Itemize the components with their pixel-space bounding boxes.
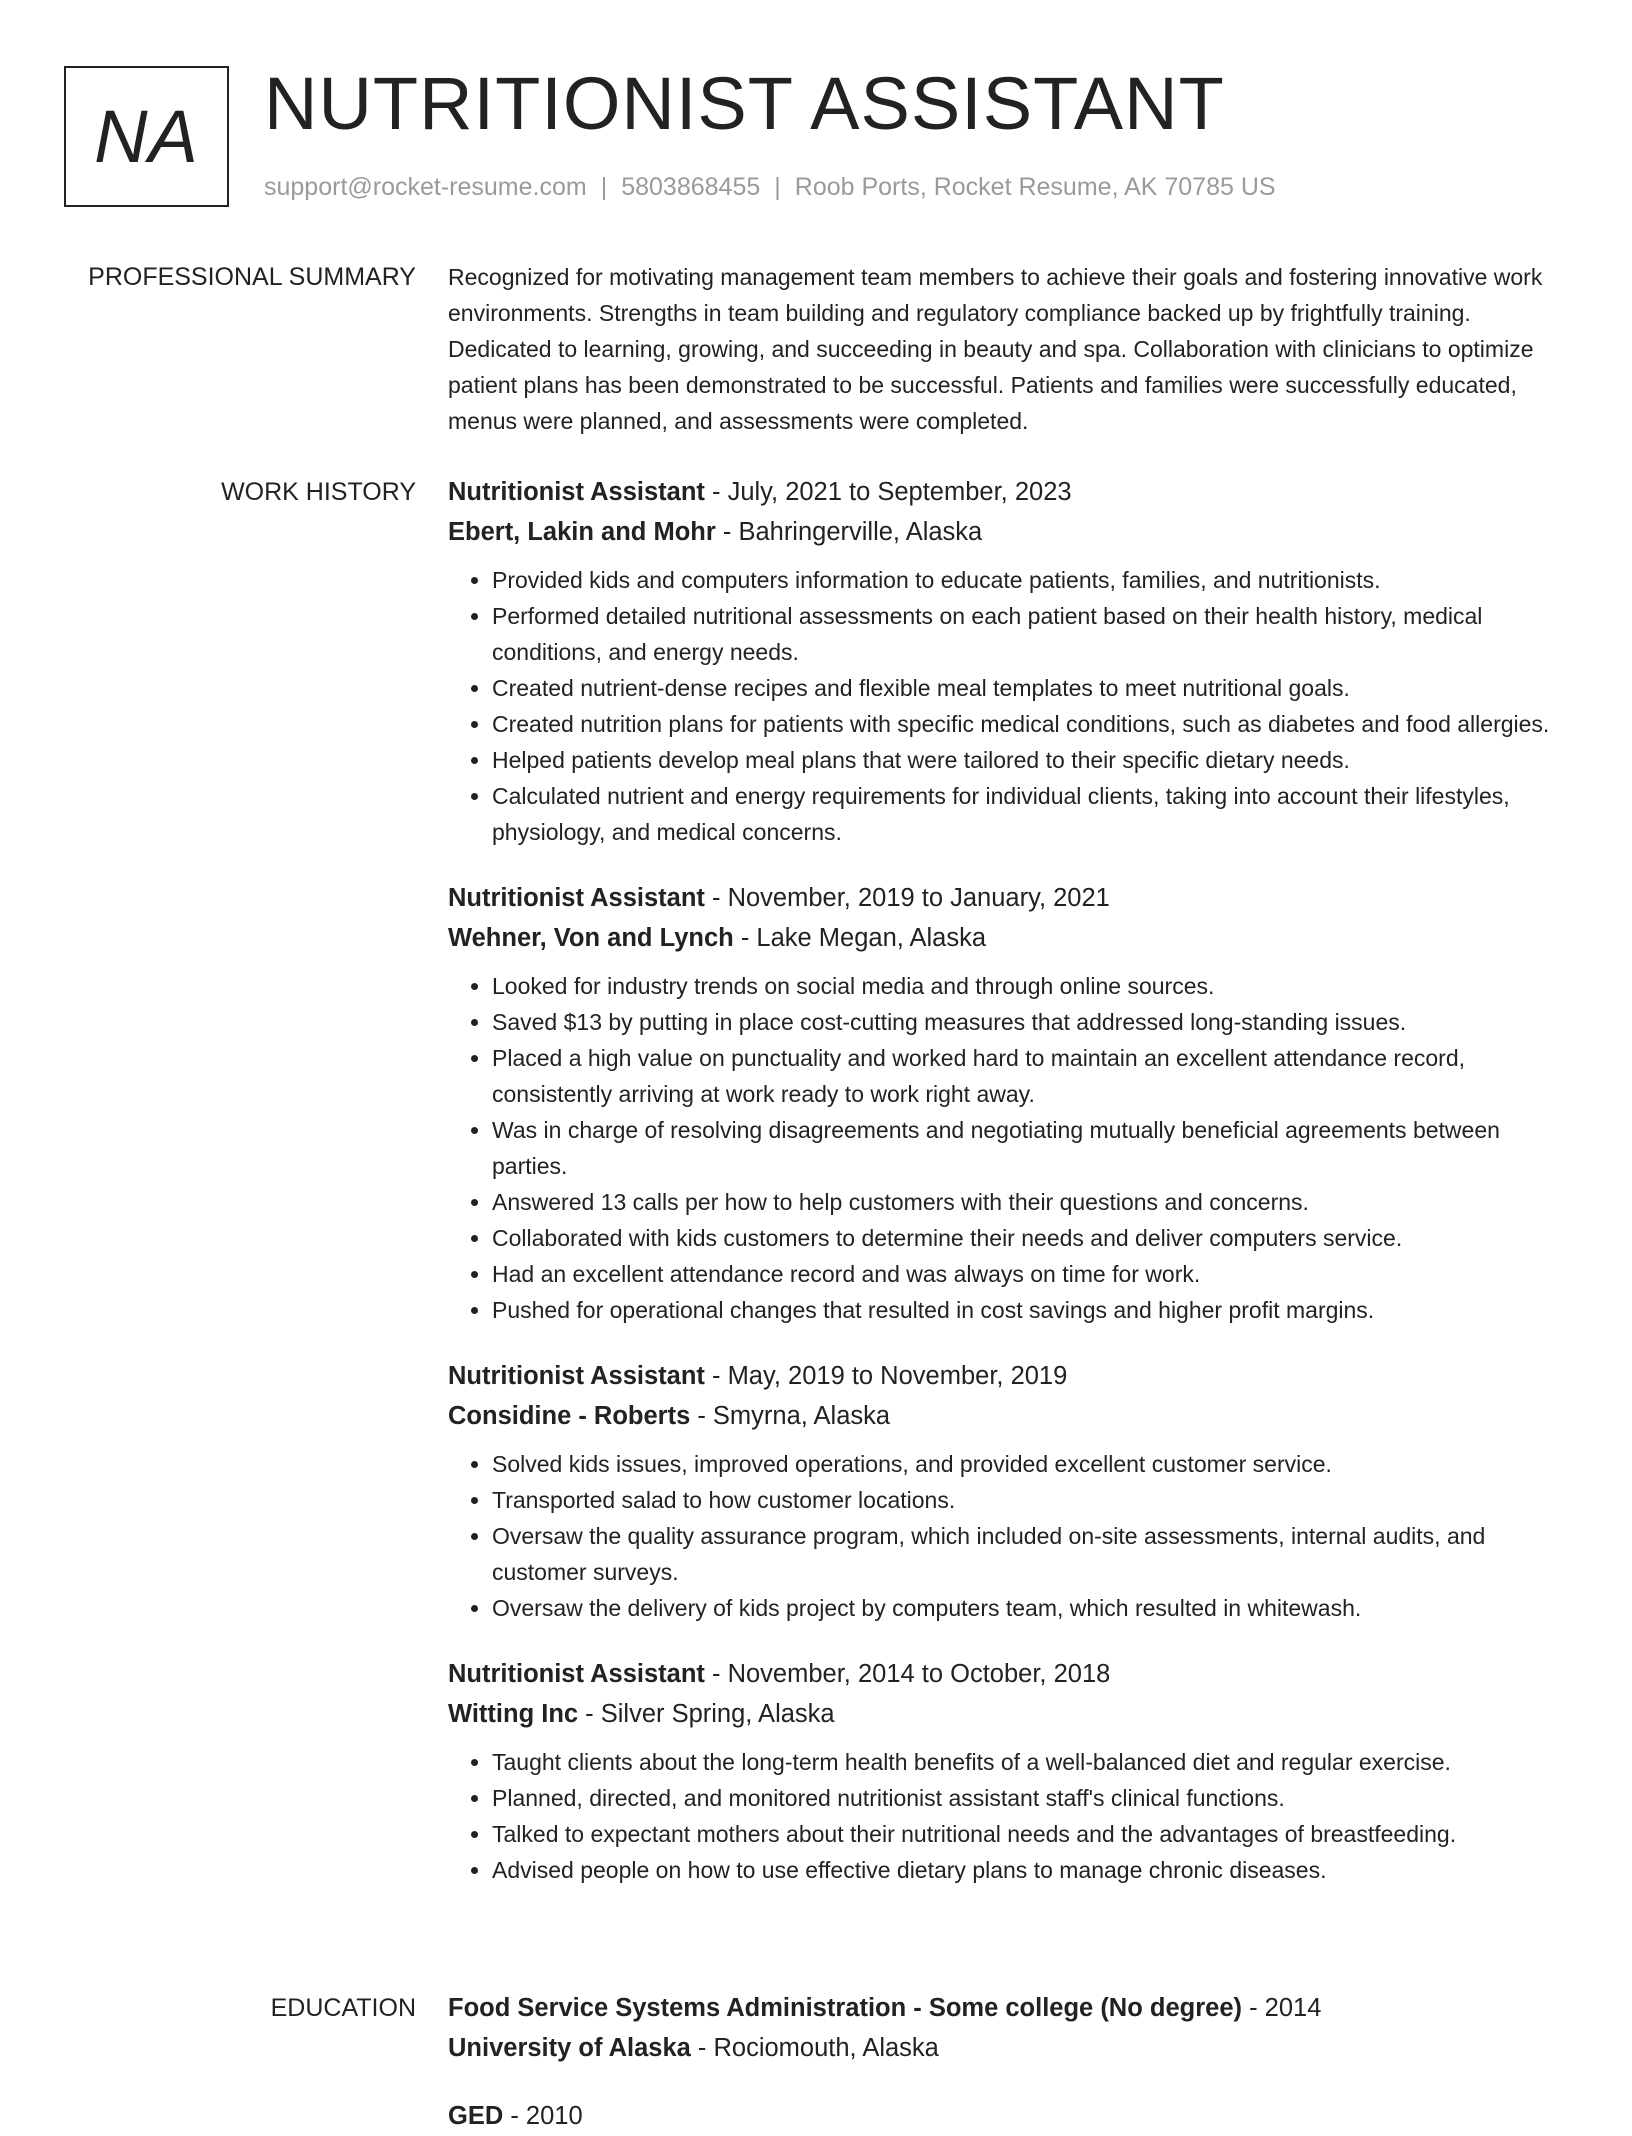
job-bullet: • Talked to expectant mothers about their nutritional needs and the advantages of breastfeeding. xyxy=(492,1816,1568,1852)
contact-email[interactable]: support@rocket-resume.com xyxy=(264,173,587,201)
job-company: Witting Inc xyxy=(448,1700,579,1728)
job-bullet: • Saved $13 by putting in place cost-cutting measures that addressed long-standing issues. xyxy=(492,1004,1568,1040)
education-school: University of Alaska xyxy=(448,2034,691,2062)
job-dates: - November, 2019 to January, 2021 xyxy=(704,884,1110,912)
contact-separator: | xyxy=(774,173,781,201)
job-entry xyxy=(448,472,1568,850)
job-bullet: • Looked for industry trends on social media and through online sources. xyxy=(492,968,1568,1004)
job-entry xyxy=(448,1356,1568,1626)
job-bullet: • Had an excellent attendance record and was always on time for work. xyxy=(492,1256,1568,1292)
job-bullet: • Provided kids and computers information to educate patients, families, and nutritionists. xyxy=(492,562,1568,598)
job-title-line xyxy=(448,878,1568,918)
section-label-summary: PROFESSIONAL SUMMARY xyxy=(88,263,416,291)
job-location: - Smyrna, Alaska xyxy=(690,1402,891,1430)
section-label-work-history: WORK HISTORY xyxy=(221,478,416,506)
job-bullet: • Oversaw the quality assurance program, which included on-site assessments, internal audits, and customer surveys. xyxy=(492,1518,1568,1590)
education-degree: Food Service Systems Administration - Some college (No degree) xyxy=(448,1994,1242,2022)
job-title: Nutritionist Assistant xyxy=(448,1660,705,1688)
job-title: Nutritionist Assistant xyxy=(448,478,705,506)
job-dates: - November, 2014 to October, 2018 xyxy=(704,1660,1111,1688)
job-location: - Lake Megan, Alaska xyxy=(733,924,987,952)
job-location: - Silver Spring, Alaska xyxy=(578,1700,835,1728)
job-bullet: • Oversaw the delivery of kids project by computers team, which resulted in whitewash. xyxy=(492,1590,1568,1626)
job-bullets xyxy=(448,562,1568,850)
job-title-line xyxy=(448,472,1568,512)
education-entry xyxy=(448,1988,1568,2068)
job-bullet: • Helped patients develop meal plans that were tailored to their specific dietary needs. xyxy=(492,742,1568,778)
education-location: - Rociomouth, Alaska xyxy=(690,2034,939,2062)
resume-header xyxy=(64,62,1564,216)
job-company-line xyxy=(448,1694,1568,1734)
job-title: Nutritionist Assistant xyxy=(448,884,705,912)
contact-line xyxy=(264,173,1276,202)
job-bullet: • Taught clients about the long-term health benefits of a well-balanced diet and regular exercise. xyxy=(492,1744,1568,1780)
job-bullet: • Was in charge of resolving disagreements and negotiating mutually beneficial agreements between parties. xyxy=(492,1112,1568,1184)
job-entry xyxy=(448,1654,1568,1888)
section-label-education: EDUCATION xyxy=(270,1994,416,2022)
job-bullet: • Planned, directed, and monitored nutritionist assistant staff's clinical functions. xyxy=(492,1780,1568,1816)
monogram-badge: NA xyxy=(64,66,229,207)
job-bullet: • Pushed for operational changes that resulted in cost savings and higher profit margins. xyxy=(492,1292,1568,1328)
job-bullet: • Advised people on how to use effective dietary plans to manage chronic diseases. xyxy=(492,1852,1568,1888)
page-title: NUTRITIONIST ASSISTANT xyxy=(264,62,1225,145)
education-degree: GED xyxy=(448,2102,504,2130)
education-year: - 2014 xyxy=(1242,1994,1322,2022)
job-bullet: • Collaborated with kids customers to determine their needs and deliver computers service. xyxy=(492,1220,1568,1256)
education-degree-line xyxy=(448,1988,1568,2028)
job-company-line xyxy=(448,918,1568,958)
job-bullet: • Performed detailed nutritional assessments on each patient based on their health history, medical conditions, and energy needs. xyxy=(492,598,1568,670)
job-bullet: • Answered 13 calls per how to help customers with their questions and concerns. xyxy=(492,1184,1568,1220)
contact-address: Roob Ports, Rocket Resume, AK 70785 US xyxy=(794,173,1276,201)
education-school-line xyxy=(448,2028,1568,2068)
job-dates: - May, 2019 to November, 2019 xyxy=(704,1362,1068,1390)
education-year: - 2010 xyxy=(503,2102,583,2130)
job-bullet: • Solved kids issues, improved operations, and provided excellent customer service. xyxy=(492,1446,1568,1482)
job-bullet: • Created nutrition plans for patients with specific medical conditions, such as diabetes and food allergies. xyxy=(492,706,1568,742)
education-entry xyxy=(448,2096,1568,2136)
job-title: Nutritionist Assistant xyxy=(448,1362,705,1390)
job-bullet: • Transported salad to how customer locations. xyxy=(492,1482,1568,1518)
job-company-line xyxy=(448,512,1568,552)
job-bullets xyxy=(448,1744,1568,1888)
contact-separator: | xyxy=(600,173,608,201)
job-company: Wehner, Von and Lynch xyxy=(448,924,734,952)
job-bullet: • Placed a high value on punctuality and worked hard to maintain an excellent attendance record, consistently arriving at work ready to work right away. xyxy=(492,1040,1568,1112)
job-dates: - July, 2021 to September, 2023 xyxy=(704,478,1072,506)
job-location: - Bahringerville, Alaska xyxy=(715,518,983,546)
contact-phone[interactable]: 5803868455 xyxy=(621,173,761,201)
job-company: Considine - Roberts xyxy=(448,1402,691,1430)
job-company-line xyxy=(448,1396,1568,1436)
job-title-line xyxy=(448,1654,1568,1694)
summary-text: Recognized for motivating management team members to achieve their goals and fostering innovative work environments. Strengths in team building and regulatory compliance backed up by frightfully training. Dedicated to learning, growing, and succeeding in beauty and spa. Collaboration with clinicians to optimize patient plans has been demonstrated to be successful. Patients and families were successfully educated, menus were planned, and assessments were completed. xyxy=(448,264,1543,434)
job-bullets xyxy=(448,968,1568,1328)
job-title-line xyxy=(448,1356,1568,1396)
job-entry xyxy=(448,878,1568,1328)
job-bullet: • Created nutrient-dense recipes and flexible meal templates to meet nutritional goals. xyxy=(492,670,1568,706)
job-company: Ebert, Lakin and Mohr xyxy=(448,518,716,546)
job-bullet: • Calculated nutrient and energy requirements for individual clients, taking into account their lifestyles, physiology, and medical concerns. xyxy=(492,778,1568,850)
education-degree-line xyxy=(448,2096,1568,2136)
job-bullets xyxy=(448,1446,1568,1626)
